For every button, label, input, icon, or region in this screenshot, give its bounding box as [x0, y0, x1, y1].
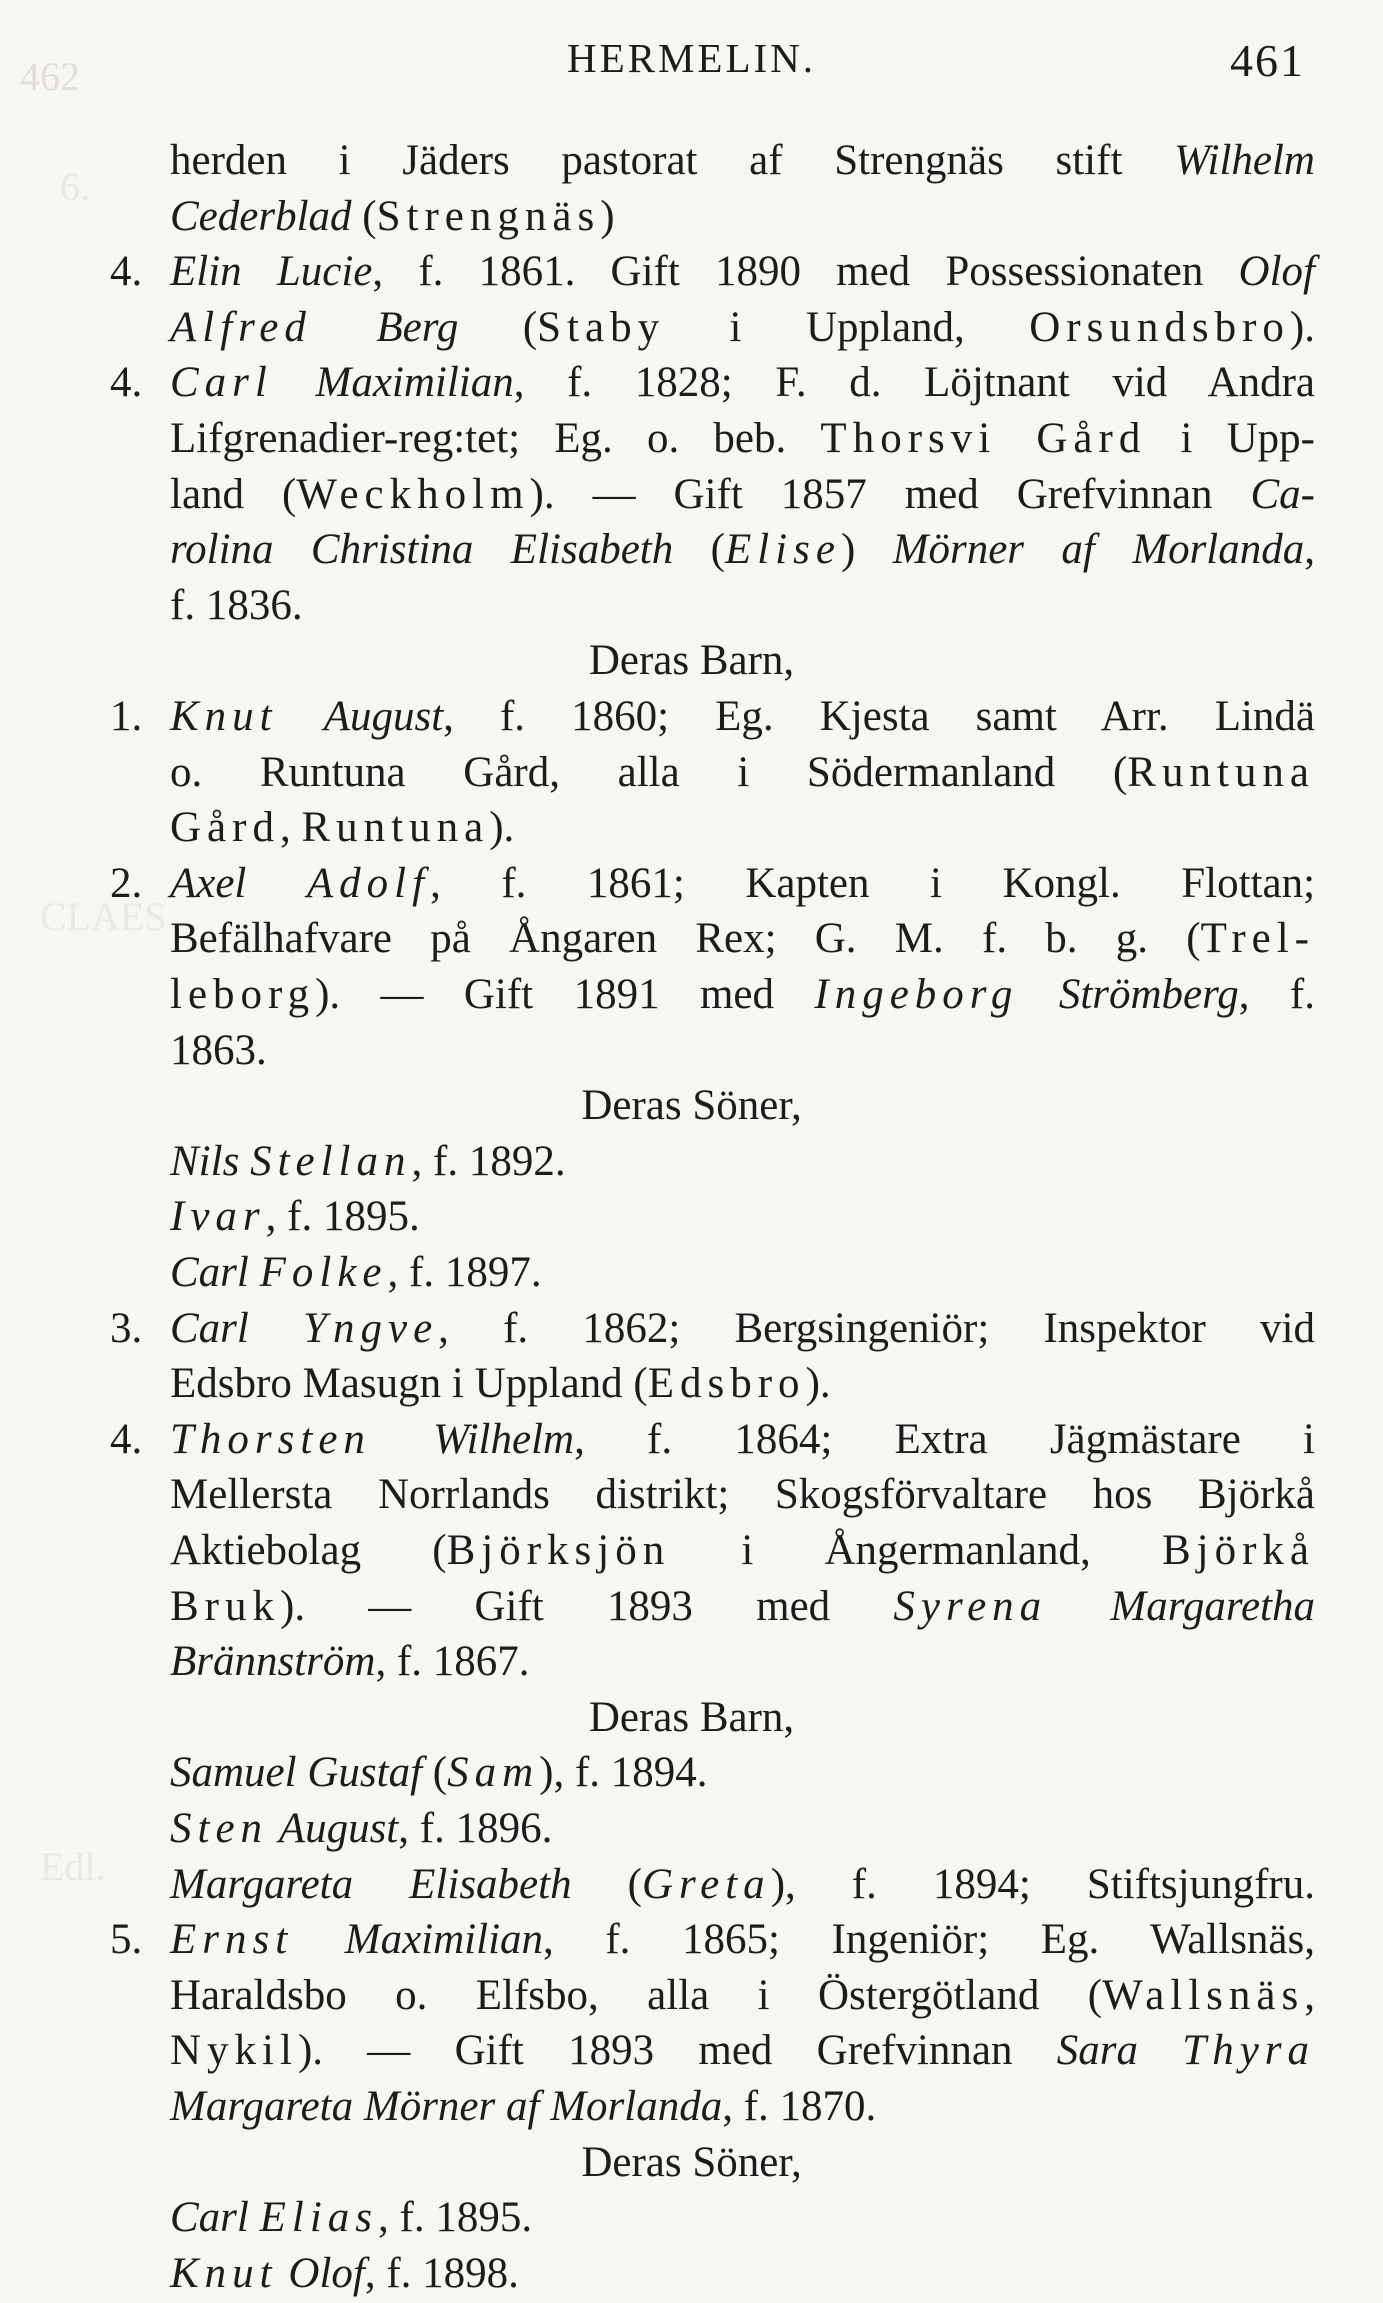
text-line: land (Weckholm). — Gift 1857 med Grefvinnan Ca- — [170, 471, 1315, 518]
text-line: Sten August, f. 1896. — [170, 1805, 553, 1852]
text-line: o. Runtuna Gård, alla i Södermanland (Runtuna — [170, 749, 1315, 796]
text-line: Carl Maximilian, f. 1828; F. d. Löjtnant vid Andra — [170, 359, 1316, 406]
entry-number: 1. — [110, 693, 143, 740]
entry-number: 4. — [110, 248, 143, 295]
entry-number: 5. — [110, 1916, 143, 1963]
entry-number: 2. — [110, 860, 143, 907]
section-heading: Deras Barn, — [588, 637, 795, 684]
text-line: Bruk). — Gift 1893 med Syrena Margaretha — [170, 1583, 1316, 1630]
text-line: Haraldsbo o. Elfsbo, alla i Östergötland (Wallsnäs, — [170, 1972, 1315, 2019]
entry-number: 4. — [110, 359, 143, 406]
svg-text:462: 462 — [20, 54, 80, 99]
text-line: f. 1836. — [170, 582, 303, 629]
text-line: leborg). — Gift 1891 med Ingeborg Strömberg, f. — [170, 971, 1316, 1018]
text-line: Befälhafvare på Ångaren Rex; G. M. f. b. g. (Trel- — [170, 915, 1315, 962]
text-line: Carl Elias, f. 1895. — [170, 2194, 533, 2241]
text-line: Nils Stellan, f. 1892. — [170, 1138, 566, 1185]
text-line: Knut August, f. 1860; Eg. Kjesta samt Arr. Lindä — [170, 693, 1316, 740]
text-line: Margareta Elisabeth (Greta), f. 1894; Stiftsjungfru. — [170, 1861, 1316, 1908]
text-line: Elin Lucie, f. 1861. Gift 1890 med Possessionaten Olof — [170, 248, 1315, 295]
text-line: Margareta Mörner af Morlanda, f. 1870. — [170, 2083, 877, 2130]
svg-text:6.: 6. — [60, 164, 90, 209]
text-line: Ivar, f. 1895. — [170, 1193, 420, 1240]
entry-number: 4. — [110, 1416, 143, 1463]
text-line: Alfred Berg (Staby i Uppland, Orsundsbro). — [170, 304, 1315, 351]
section-heading: Deras Söner, — [581, 2139, 802, 2186]
text-line: Knut Olof, f. 1898. — [170, 2250, 519, 2297]
text-line: Aktiebolag (Björksjön i Ångermanland, Björkå — [170, 1527, 1315, 1574]
svg-text:Edl.: Edl. — [40, 1844, 106, 1889]
text-line: Thorsten Wilhelm, f. 1864; Extra Jägmästare i — [170, 1416, 1315, 1463]
page-number: 461 — [1230, 35, 1305, 86]
section-heading: Deras Söner, — [581, 1082, 802, 1129]
text-line: Carl Yngve, f. 1862; Bergsingeniör; Inspektor vid — [170, 1305, 1315, 1352]
text-line: Brännström, f. 1867. — [170, 1638, 530, 1685]
text-line: Nykil). — Gift 1893 med Grefvinnan Sara Thyra — [170, 2027, 1316, 2074]
text-line: 1863. — [170, 1027, 267, 1074]
text-line: Axel Adolf, f. 1861; Kapten i Kongl. Flottan; — [170, 860, 1316, 907]
running-head: HERMELIN. — [566, 35, 817, 81]
text-line: Samuel Gustaf (Sam), f. 1894. — [170, 1749, 708, 1796]
page-header — [0, 28, 1383, 88]
text-line: Lifgrenadier-reg:tet; Eg. o. beb. Thorsvi Gård i Upp- — [170, 415, 1315, 462]
text-line: Edsbro Masugn i Uppland (Edsbro). — [170, 1360, 831, 1407]
svg-text:CLAES: CLAES — [40, 894, 167, 939]
text-line: rolina Christina Elisabeth (Elise) Mörner af Morlanda, — [170, 526, 1316, 573]
entry-number: 3. — [110, 1305, 143, 1352]
text-line: Ernst Maximilian, f. 1865; Ingeniör; Eg. Wallsnäs, — [170, 1916, 1315, 1963]
text-line: Mellersta Norrlands distrikt; Skogsförvaltare hos Björkå — [170, 1471, 1315, 1518]
text-line: Carl Folke, f. 1897. — [170, 1249, 542, 1296]
section-heading: Deras Barn, — [588, 1694, 795, 1741]
text-line: herden i Jäders pastorat af Strengnäs stift Wilhelm — [170, 137, 1315, 184]
text-line: Cederblad (Strengnäs) — [170, 193, 615, 240]
text-line: Gård, Runtuna). — [170, 804, 515, 851]
